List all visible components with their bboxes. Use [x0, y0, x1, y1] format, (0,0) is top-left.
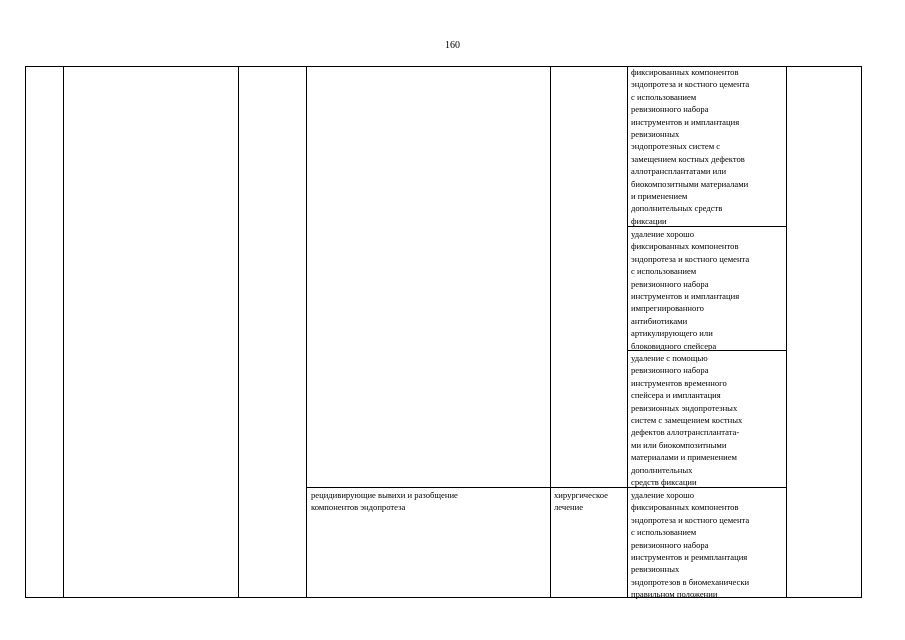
column-divider [627, 67, 628, 597]
treatment-method-cell [631, 228, 749, 352]
text-line: инструментов и имплантация [631, 291, 740, 302]
text-line: материалами и применением [631, 452, 737, 463]
text-line: эндопротеза и костного цемента [631, 253, 750, 264]
text-line: рецидивирующие вывихи и разобщение [311, 490, 458, 500]
text-line: инструментов временного [631, 377, 727, 388]
text-line: ми или биокомпозитными [631, 439, 727, 450]
text-line: систем с замещением костных [631, 415, 743, 426]
text-line: фиксированных компонентов [631, 502, 739, 513]
column-divider [63, 67, 64, 597]
text-line: удаление с помощью [631, 353, 708, 363]
text-line: правильном положении [631, 589, 718, 600]
text-line: фиксации [631, 215, 667, 226]
treatment-type-cell [554, 489, 608, 514]
text-line: инструментов и имплантация [631, 116, 740, 127]
text-line: и применением [631, 191, 688, 202]
text-line: ревизионного набора [631, 278, 709, 289]
text-line: с использованием [631, 266, 697, 277]
column-divider [550, 67, 551, 597]
text-line: антибиотиками [631, 315, 688, 326]
text-line: ревизионных эндопротезных [631, 402, 738, 413]
text-line: эндопротезов в биомеханически [631, 576, 750, 587]
text-line: ревизионных [631, 129, 680, 140]
column-divider [306, 67, 307, 597]
text-line: биокомпозитными материалами [631, 178, 749, 189]
text-line: инструментов и реимплантация [631, 552, 748, 563]
text-line: удаление хорошо [631, 229, 695, 239]
text-line: импрегнированного [631, 303, 704, 314]
text-line: ревизионного набора [631, 104, 709, 115]
column-divider [238, 67, 239, 597]
text-line: фиксированных компонентов [631, 67, 739, 77]
text-line: блоковидного спейсера [631, 340, 717, 351]
column-divider [786, 67, 787, 597]
text-line: эндопротезных систем с [631, 141, 721, 152]
text-line: ревизионного набора [631, 365, 709, 376]
text-line: хирургическое [554, 490, 608, 500]
text-line: артикулирующего или [631, 328, 713, 339]
text-line: удаление хорошо [631, 490, 695, 500]
page-number: 160 [445, 40, 460, 51]
text-line: с использованием [631, 91, 697, 102]
text-line: фиксированных компонентов [631, 241, 739, 252]
text-line: спейсера и имплантация [631, 390, 721, 401]
disease-model-cell [311, 489, 458, 514]
text-line: средств фиксации [631, 477, 697, 488]
text-line: дополнительных [631, 464, 693, 475]
treatment-method-cell [631, 489, 749, 601]
treatment-method-cell [631, 66, 749, 227]
text-line: дополнительных средств [631, 203, 723, 214]
text-line: ревизионных [631, 564, 680, 575]
text-line: с использованием [631, 527, 697, 538]
text-line: эндопротеза и костного цемента [631, 79, 750, 90]
text-line: эндопротеза и костного цемента [631, 514, 750, 525]
text-line: замещением костных дефектов [631, 153, 745, 164]
text-line: компонентов эндопротеза [311, 502, 406, 513]
treatment-method-cell [631, 352, 742, 488]
text-line: ревизионного набора [631, 539, 709, 550]
text-line: аллотрансплантатами или [631, 166, 727, 177]
text-line: лечение [554, 502, 584, 513]
table [25, 66, 862, 598]
text-line: дефектов аллотрансплантата- [631, 427, 740, 438]
